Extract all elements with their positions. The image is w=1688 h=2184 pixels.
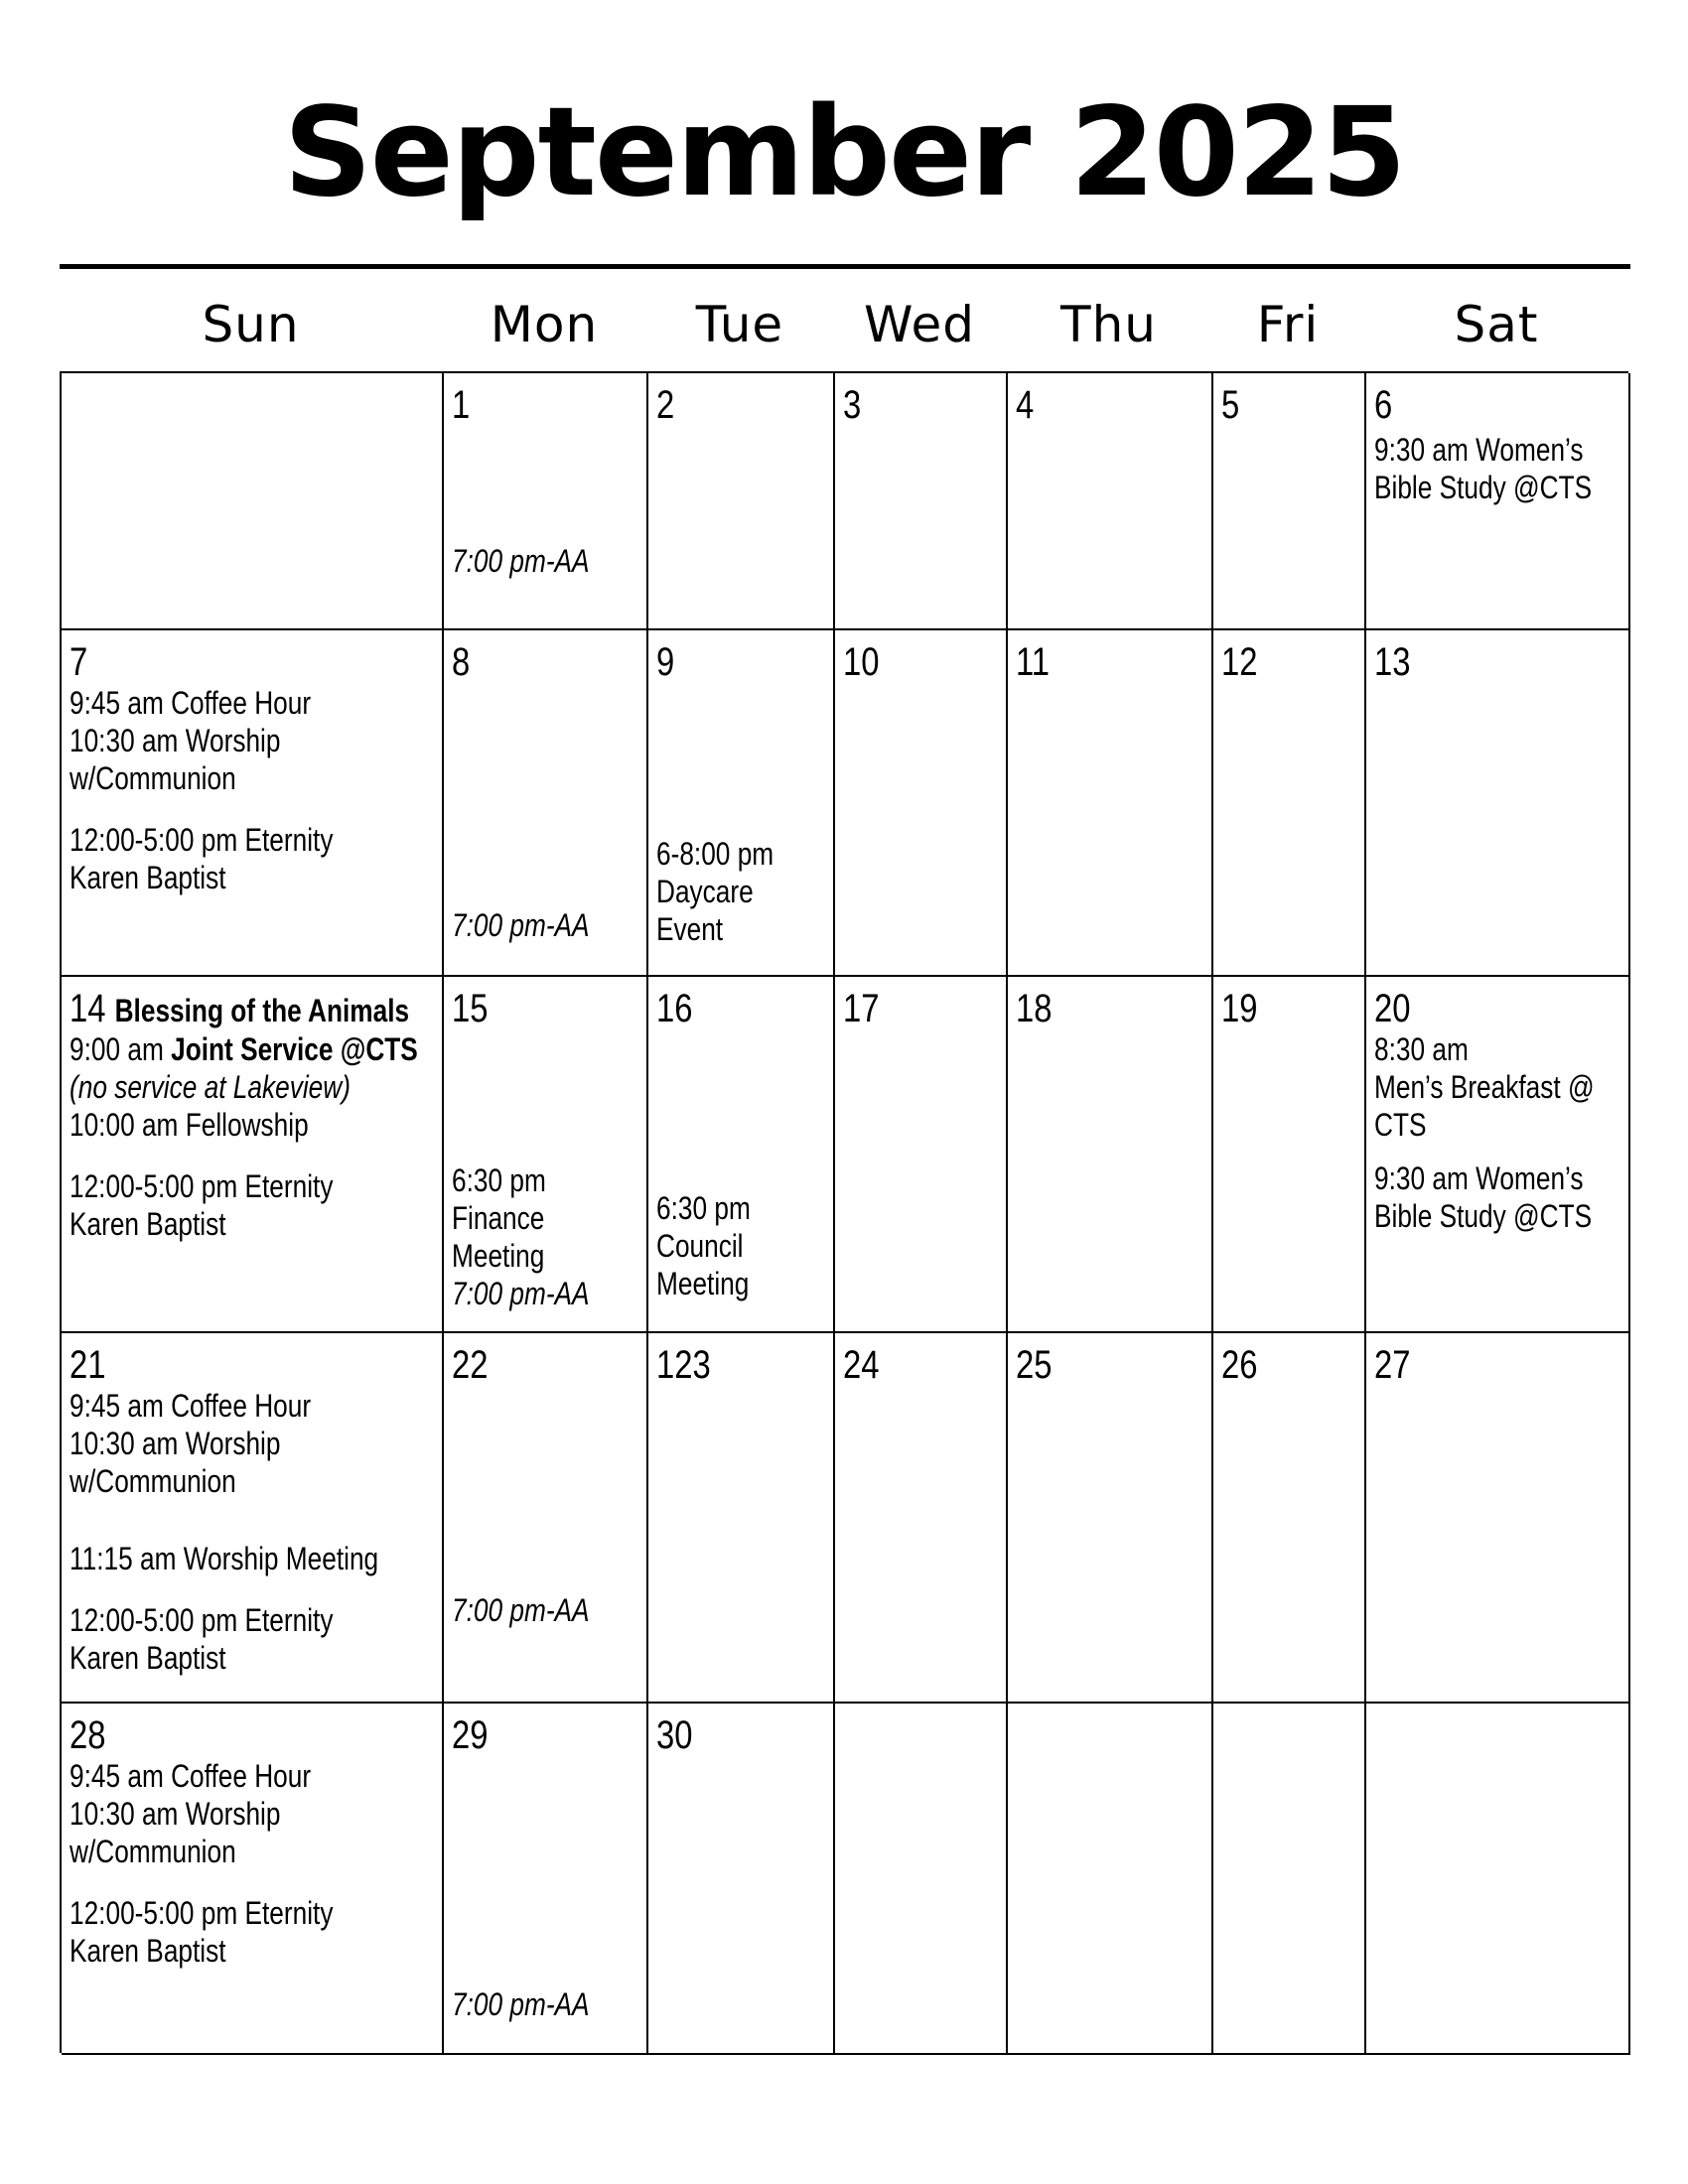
day-cell-23[interactable] [648,1333,835,1704]
day-cell-empty [1366,1704,1630,2055]
day-cell-5[interactable] [1213,373,1366,630]
day-cell-2[interactable] [648,373,835,630]
day-cell-3[interactable] [835,373,1008,630]
event-line: 12:00-5:00 pm Eternity [70,1602,334,1638]
event-note: (no service at Lakeview) [70,1069,351,1105]
day-number: 12 [1221,640,1258,684]
event-line: Daycare [656,874,754,909]
event-line: 12:00-5:00 pm Eternity [70,822,334,858]
day-cell-1[interactable] [444,373,648,630]
day-cell-15[interactable] [444,977,648,1333]
event-line: w/Communion [70,1834,236,1869]
day-cell-28[interactable] [62,1704,444,2055]
event-line: 8:30 am [1374,1031,1469,1067]
event-line: 12:00-5:00 pm Eternity [70,1895,334,1931]
event-line: 6:30 pm [656,1190,751,1226]
day-cell-26[interactable] [1213,1333,1366,1704]
day-cell-16[interactable] [648,977,835,1333]
event-line: 9:30 am Women’s [1374,432,1584,468]
day-number: 7 [70,640,88,684]
day-cell-22[interactable] [444,1333,648,1704]
day-number: 19 [1221,987,1258,1030]
event-line: w/Communion [70,1463,236,1499]
event-line: Meeting [452,1238,545,1274]
day-number: 17 [843,987,880,1030]
day-number: 11 [1016,640,1051,684]
day-cell-empty [1213,1704,1366,2055]
event-title: Joint Service @CTS [171,1031,418,1067]
day-cell-empty [835,1704,1008,2055]
event-aa: 7:00 pm-AA [452,1592,590,1628]
calendar-title: September 2025 [283,81,1405,224]
day-number: 25 [1016,1343,1053,1387]
event-line: Finance [452,1200,545,1236]
event-heading: Blessing of the Animals [114,993,410,1028]
day-number: 1 [452,383,471,427]
event-line: Meeting [656,1266,750,1301]
day-cell-7[interactable] [62,630,444,977]
calendar-grid [60,371,1628,2053]
day-number: 22 [452,1343,489,1387]
day-cell-empty [1008,1704,1213,2055]
day-cell-18[interactable] [1008,977,1213,1333]
day-cell-17[interactable] [835,977,1008,1333]
weekday-sat: Sat [1454,296,1539,353]
day-number: 2 [656,383,675,427]
event-line [70,1030,418,1068]
day-number: 21 [70,1343,106,1387]
day-number: 20 [1374,987,1411,1030]
weekday-fri: Fri [1256,296,1320,353]
day-number: 8 [452,640,471,684]
day-cell-13[interactable] [1366,630,1630,977]
day-number: 3 [843,383,862,427]
day-cell-20[interactable] [1366,977,1630,1333]
event-line: 10:30 am Worship [70,723,281,758]
day-number: 28 [70,1713,106,1757]
event-aa: 7:00 pm-AA [452,907,590,943]
day-number [70,987,409,1032]
day-number: 13 [1374,640,1411,684]
event-line: Council [656,1228,744,1264]
day-number: 30 [656,1713,693,1757]
event-line: Bible Study @CTS [1374,1198,1593,1234]
weekday-tue: Tue [695,296,784,353]
day-number: 10 [843,640,880,684]
day-number: 26 [1221,1343,1258,1387]
event-line: 9:45 am Coffee Hour [70,685,312,721]
day-cell-12[interactable] [1213,630,1366,977]
event-time: 9:00 am [70,1031,164,1067]
day-cell-14[interactable] [62,977,444,1333]
day-number: 9 [656,640,675,684]
day-cell-27[interactable] [1366,1333,1630,1704]
event-line: 9:45 am Coffee Hour [70,1388,312,1424]
event-line: 10:00 am Fellowship [70,1107,309,1143]
day-number: 24 [843,1343,880,1387]
event-line: Karen Baptist [70,1933,226,1969]
weekday-sun: Sun [202,296,300,353]
event-line: Karen Baptist [70,860,226,895]
weekday-thu: Thu [1060,296,1157,353]
day-cell-8[interactable] [444,630,648,977]
weekday-mon: Mon [490,296,599,353]
event-aa: 7:00 pm-AA [452,1986,590,2022]
event-line: CTS [1374,1107,1427,1143]
day-number-value: 14 [70,987,106,1030]
day-cell-24[interactable] [835,1333,1008,1704]
event-line: Bible Study @CTS [1374,470,1593,505]
event-line: w/Communion [70,760,236,796]
event-line: Karen Baptist [70,1206,226,1242]
event-line: 9:45 am Coffee Hour [70,1758,312,1794]
event-line: Karen Baptist [70,1640,226,1676]
event-line: 11:15 am Worship Meeting [70,1541,379,1576]
day-cell-25[interactable] [1008,1333,1213,1704]
day-cell-19[interactable] [1213,977,1366,1333]
event-line: 12:00-5:00 pm Eternity [70,1168,334,1204]
day-cell-empty [62,373,444,630]
day-cell-9[interactable] [648,630,835,977]
day-number: 18 [1016,987,1053,1030]
day-number: 6 [1374,383,1393,427]
day-number: 27 [1374,1343,1411,1387]
day-cell-11[interactable] [1008,630,1213,977]
day-cell-10[interactable] [835,630,1008,977]
day-cell-6[interactable] [1366,373,1630,630]
day-number: 4 [1016,383,1035,427]
day-number: 29 [452,1713,489,1757]
day-number: 16 [656,987,693,1030]
day-number: 5 [1221,383,1240,427]
weekday-wed: Wed [863,296,975,353]
day-cell-30[interactable] [648,1704,835,2055]
day-cell-4[interactable] [1008,373,1213,630]
event-line: Men’s Breakfast @ [1374,1069,1595,1105]
event-aa: 7:00 pm-AA [452,543,590,579]
day-number: 123 [656,1343,711,1387]
event-line: 6-8:00 pm [656,836,774,872]
event-line: 10:30 am Worship [70,1426,281,1461]
day-cell-21[interactable] [62,1333,444,1704]
event-line: 10:30 am Worship [70,1796,281,1832]
title-divider [60,264,1630,269]
day-number: 15 [452,987,489,1030]
event-line: 6:30 pm [452,1162,546,1198]
event-line: Event [656,911,724,947]
event-line: 9:30 am Women’s [1374,1160,1584,1196]
day-cell-29[interactable] [444,1704,648,2055]
event-aa: 7:00 pm-AA [452,1276,590,1311]
